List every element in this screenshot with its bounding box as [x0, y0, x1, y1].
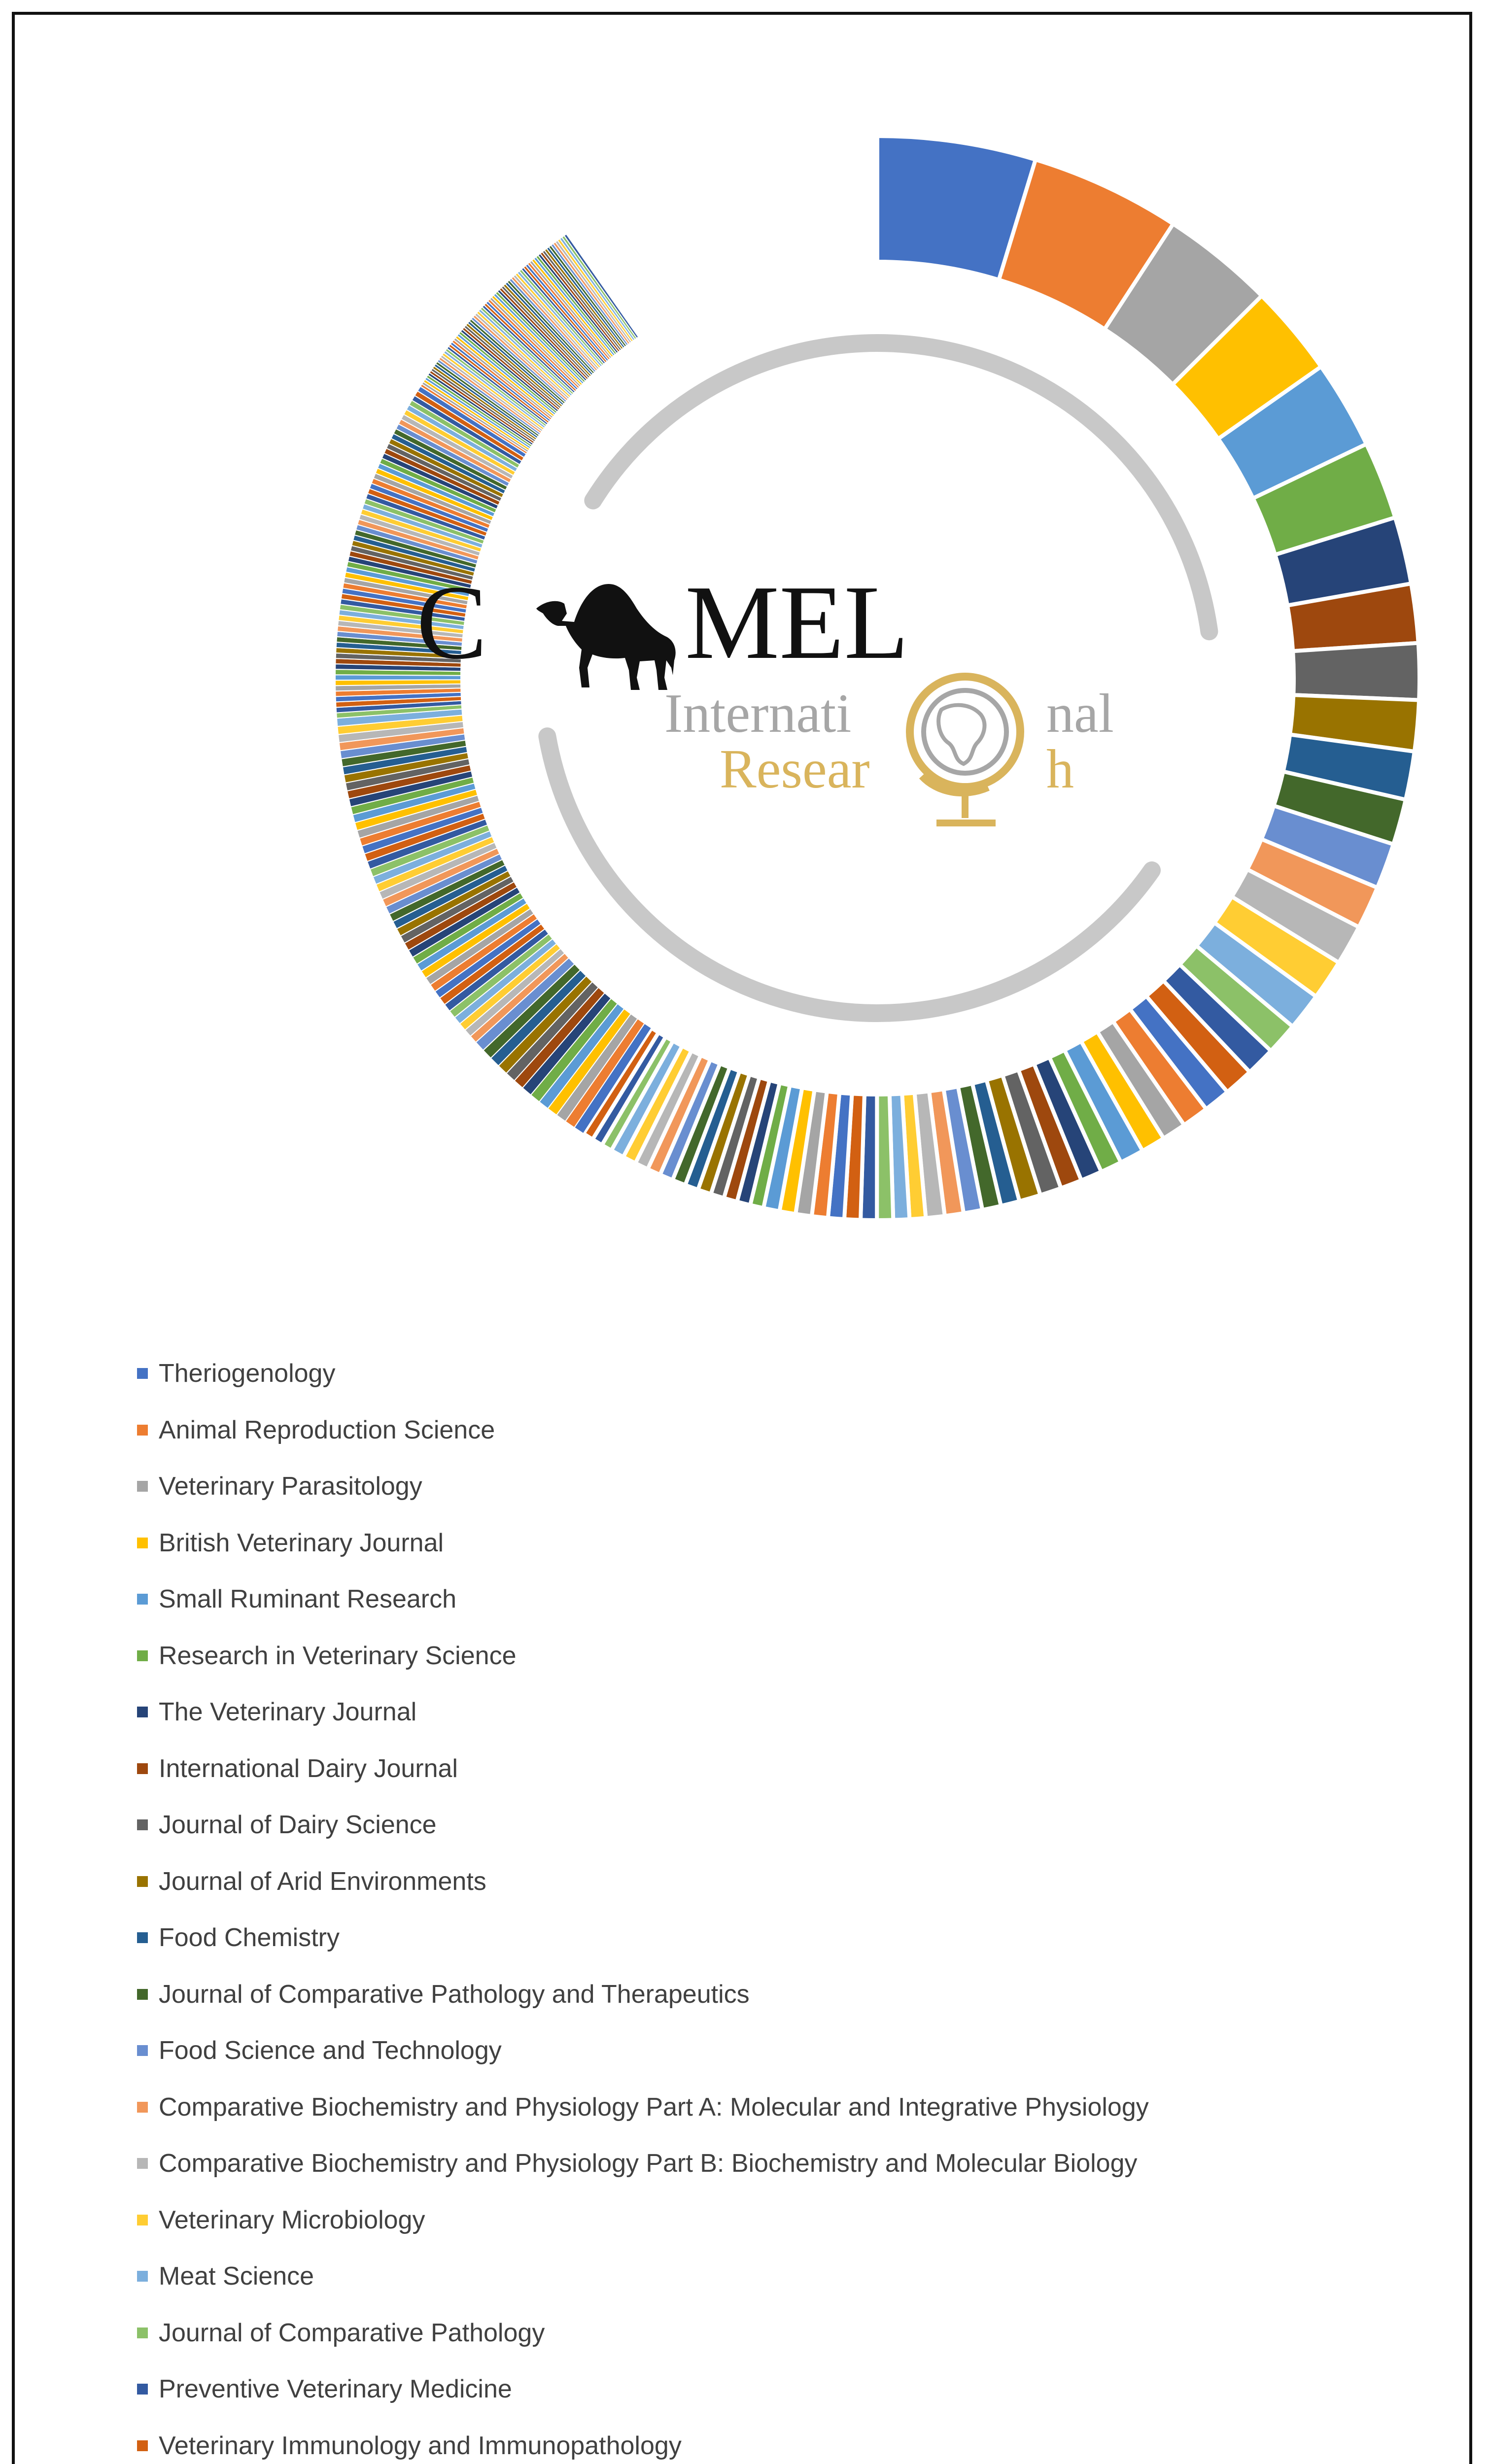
legend-item: [137, 2248, 1149, 2305]
legend-swatch: [137, 1425, 148, 1436]
legend-label: Journal of Arid Environments: [159, 1867, 486, 1896]
figure-frame: [12, 12, 1472, 2464]
legend-item: [137, 1853, 1149, 1910]
legend-swatch: [137, 2158, 148, 2169]
legend-label: Comparative Biochemistry and Physiology Part A: Molecular and Integrative Physiology: [159, 2092, 1149, 2122]
logo-line1-left: Internati: [664, 683, 852, 744]
legend-item: [137, 2079, 1149, 2136]
logo-line2-right: h: [1046, 739, 1074, 800]
legend-item: [137, 2135, 1149, 2192]
legend-swatch: [137, 1481, 148, 1492]
legend-item: [137, 1966, 1149, 2023]
legend-item: [137, 2418, 1149, 2464]
legend-swatch: [137, 1932, 148, 1943]
legend-label: Veterinary Parasitology: [159, 1472, 422, 1501]
legend-item: [137, 1515, 1149, 1572]
legend-swatch: [137, 2102, 148, 2113]
legend-item: [137, 1684, 1149, 1741]
legend-label: Research in Veterinary Science: [159, 1641, 517, 1670]
legend-swatch: [137, 1989, 148, 2000]
legend-swatch: [137, 1368, 148, 1379]
legend-swatch: [137, 1707, 148, 1717]
legend-item: [137, 2305, 1149, 2361]
legend-item: [137, 1741, 1149, 1797]
legend-swatch: [137, 1650, 148, 1661]
legend-swatch: [137, 1594, 148, 1605]
legend-label: Small Ruminant Research: [159, 1585, 457, 1614]
logo-title-mel: MEL: [685, 563, 909, 681]
legend-label: Food Science and Technology: [159, 2036, 502, 2065]
legend-label: Animal Reproduction Science: [159, 1415, 495, 1444]
donut-chart: [15, 15, 1487, 1296]
legend-item: [137, 2022, 1149, 2079]
legend-swatch: [137, 1538, 148, 1548]
legend-item: [137, 1628, 1149, 1684]
legend-label: Preventive Veterinary Medicine: [159, 2375, 512, 2404]
legend-swatch: [137, 2440, 148, 2451]
legend-swatch: [137, 2327, 148, 2338]
legend-swatch: [137, 2215, 148, 2225]
legend-item: [137, 1345, 1149, 1402]
legend-label: British Veterinary Journal: [159, 1528, 444, 1557]
legend-swatch: [137, 1819, 148, 1830]
legend-swatch: [137, 2384, 148, 2395]
legend-swatch: [137, 2271, 148, 2282]
legend-label: Comparative Biochemistry and Physiology Part B: Biochemistry and Molecular Biology: [159, 2149, 1138, 2178]
legend-label: The Veterinary Journal: [159, 1698, 417, 1727]
legend-item: [137, 2192, 1149, 2249]
legend-item: [137, 1402, 1149, 1459]
donut-segment: [1293, 643, 1419, 700]
legend-label: Journal of Comparative Pathology and Therapeutics: [159, 1980, 750, 2009]
logo-title-c: C: [416, 563, 487, 681]
legend-item: [137, 1910, 1149, 1966]
legend-item: [137, 2361, 1149, 2418]
globe-icon: [910, 677, 1020, 823]
legend-swatch: [137, 1876, 148, 1887]
legend-swatch: [137, 2045, 148, 2056]
legend-item: [137, 1458, 1149, 1515]
legend-item: [137, 1797, 1149, 1853]
legend-label: Journal of Comparative Pathology: [159, 2318, 545, 2347]
legend-item: [137, 1571, 1149, 1628]
legend-label: Meat Science: [159, 2262, 314, 2291]
camel-icon: [536, 584, 676, 690]
legend-label: Food Chemistry: [159, 1923, 340, 1952]
logo-line1-right: nal: [1046, 683, 1114, 744]
legend-label: Journal of Dairy Science: [159, 1811, 437, 1840]
chart-legend: [137, 1345, 1149, 2464]
logo-line2-left: Resear: [720, 739, 870, 800]
legend-label: Veterinary Microbiology: [159, 2205, 425, 2234]
donut-segment: [877, 1095, 893, 1220]
legend-swatch: [137, 1763, 148, 1774]
legend-label: International Dairy Journal: [159, 1754, 458, 1783]
logo: [416, 563, 1114, 823]
legend-label: Theriogenology: [159, 1359, 336, 1388]
legend-label: Veterinary Immunology and Immunopathology: [159, 2431, 682, 2460]
